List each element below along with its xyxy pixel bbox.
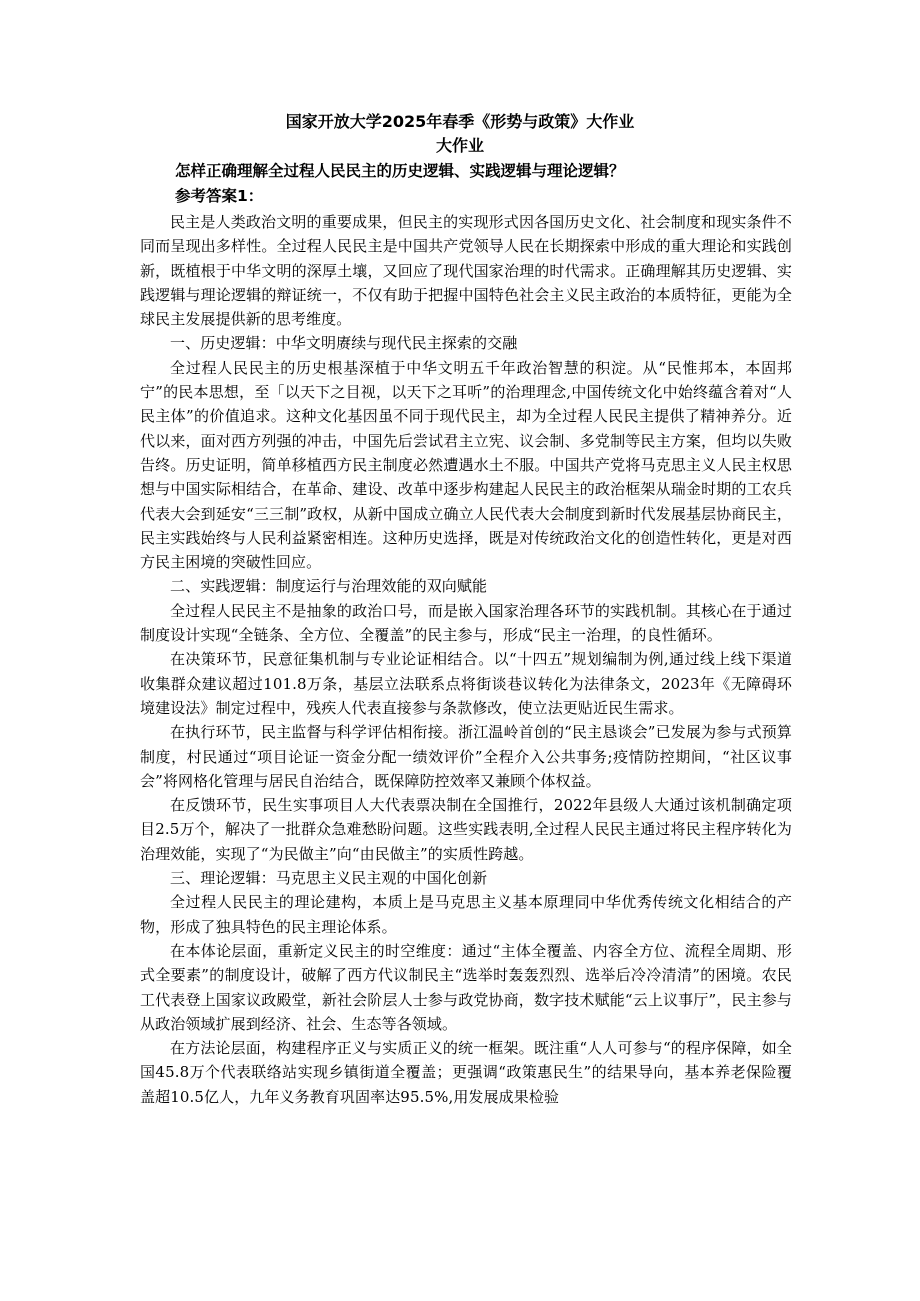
section-heading-practice: 二、实践逻辑：制度运行与治理效能的双向赋能: [170, 577, 488, 596]
paragraph-practice-intro: 全过程人民民主不是抽象的政治口号，而是嵌入国家治理各环节的实践机制。其核心在于通过制度设计实现“全链条、全方位、全覆盖”的民主参与，形成“民主一治理，的良性循环。: [140, 601, 792, 645]
question-heading: 怎样正确理解全过程人民民主的历史逻辑、实践逻辑与理论逻辑？: [175, 162, 625, 180]
paragraph-history: 全过程人民民主的历史根基深植于中华文明五千年政治智慧的积淀。从“民惟邦本，本固邦宁”的民本思想，至「以天下之目视，以天下之耳听”的治理理念,中国传统文化中始终蕴含着对“人民主体”的价值追求。这种文化基因虽不同于现代民主，却为全过程人民民主提供了精神养分。近代以来，面对西方列强的冲击，中国先后尝试君主立宪、议会制、多党制等民主方案，但均以失败告终。历史证明，简单移植西方民主制度必然遭遇水土不服。中国共产党将马克思主义人民主权思想与中国实际相结合，在革命、建设、改革中逐步构建起人民民主的政治框架从瑞金时期的工农兵代表大会到延安“三三制”政权，从新中国成立确立人民代表大会制度到新时代发展基层协商民主，民主实践始终与人民利益紧密相连。这种历史选择，既是对传统政治文化的创造性转化，更是对西方民主困境的突破性回应。: [140, 358, 792, 572]
answer-label: 参考答案1：: [175, 187, 264, 205]
document-body: [140, 210, 792, 1109]
paragraph-methodology: 在方法论层面，构建程序正义与实质正义的统一框架。既注重“人人可参与“的程序保障，如全国45.8万个代表联络站实现乡镇街道全覆盖；更强调“政策惠民生”的结果导向，基本养老保险覆盖超10.5亿人，九年义务教育巩固率达95.5%,用发展成果检验: [140, 1039, 792, 1106]
paragraph-theory-intro: 全过程人民民主的理论建构，本质上是马克思主义基本原理同中华优秀传统文化相结合的产物，形成了独具特色的民主理论体系。: [140, 893, 792, 936]
document-title: 国家开放大学2025年春季《形势与政策》大作业: [285, 112, 635, 131]
section-heading-history: 一、历史逻辑：中华文明赓续与现代民主探索的交融: [170, 334, 518, 353]
paragraph-intro: 民主是人类政治文明的重要成果，但民主的实现形式因各国历史文化、社会制度和现实条件不同而呈现出多样性。全过程人民民主是中国共产党领导人民在长期探索中形成的重大理论和实践创新，既植根于中华文明的深厚土壤，又回应了现代国家治理的时代需求。正确理解其历史逻辑、实践逻辑与理论逻辑的辩证统一，不仅有助于把握中国特色社会主义民主政治的本质特征，更能为全球民主发展提供新的思考维度。: [140, 213, 792, 329]
paragraph-decision: 在决策环节，民意征集机制与专业论证相结合。以“十四五”规划编制为例,通过线上线下渠道收集群众建议超过101.8万条，基层立法联系点将街谈巷议转化为法律条文，2023年《无障碍环境建设法》制定过程中，残疾人代表直接参与条款修改，使立法更贴近民生需求。: [140, 650, 792, 717]
paragraph-feedback: 在反馈环节，民生实事项目人大代表票决制在全国推行，2022年县级人大通过该机制确定项目2.5万个，解决了一批群众急难愁盼问题。这些实践表明,全过程人民民主通过将民主程序转化为治理效能，实现了“为民做主”向“由民做主”的实质性跨越。: [140, 796, 792, 863]
section-heading-theory: 三、理论逻辑：马克思主义民主观的中国化创新: [170, 869, 488, 888]
paragraph-ontology: 在本体论层面，重新定义民主的时空维度：通过“主体全覆盖、内容全方位、流程全周期、形式全要素”的制度设计，破解了西方代议制民主“选举时轰轰烈烈、选举后冷冷清清”的困境。农民工代表登上国家议政殿堂，新社会阶层人士参与政党协商，数字技术赋能“云上议事厅”，民主参与从政治领域扩展到经济、社会、生态等各领域。: [140, 941, 792, 1033]
paragraph-execution: 在执行环节，民主监督与科学评估相衔接。浙江温岭首创的“民主恳谈会”已发展为参与式预算制度，村民通过“项目论证一资金分配一绩效评价”全程介入公共事务;疫情防控期间，“社区议事会”将网格化管理与居民自治结合，既保障防控效率又兼顾个体权益。: [140, 723, 792, 790]
document-subtitle: 大作业: [435, 136, 484, 155]
